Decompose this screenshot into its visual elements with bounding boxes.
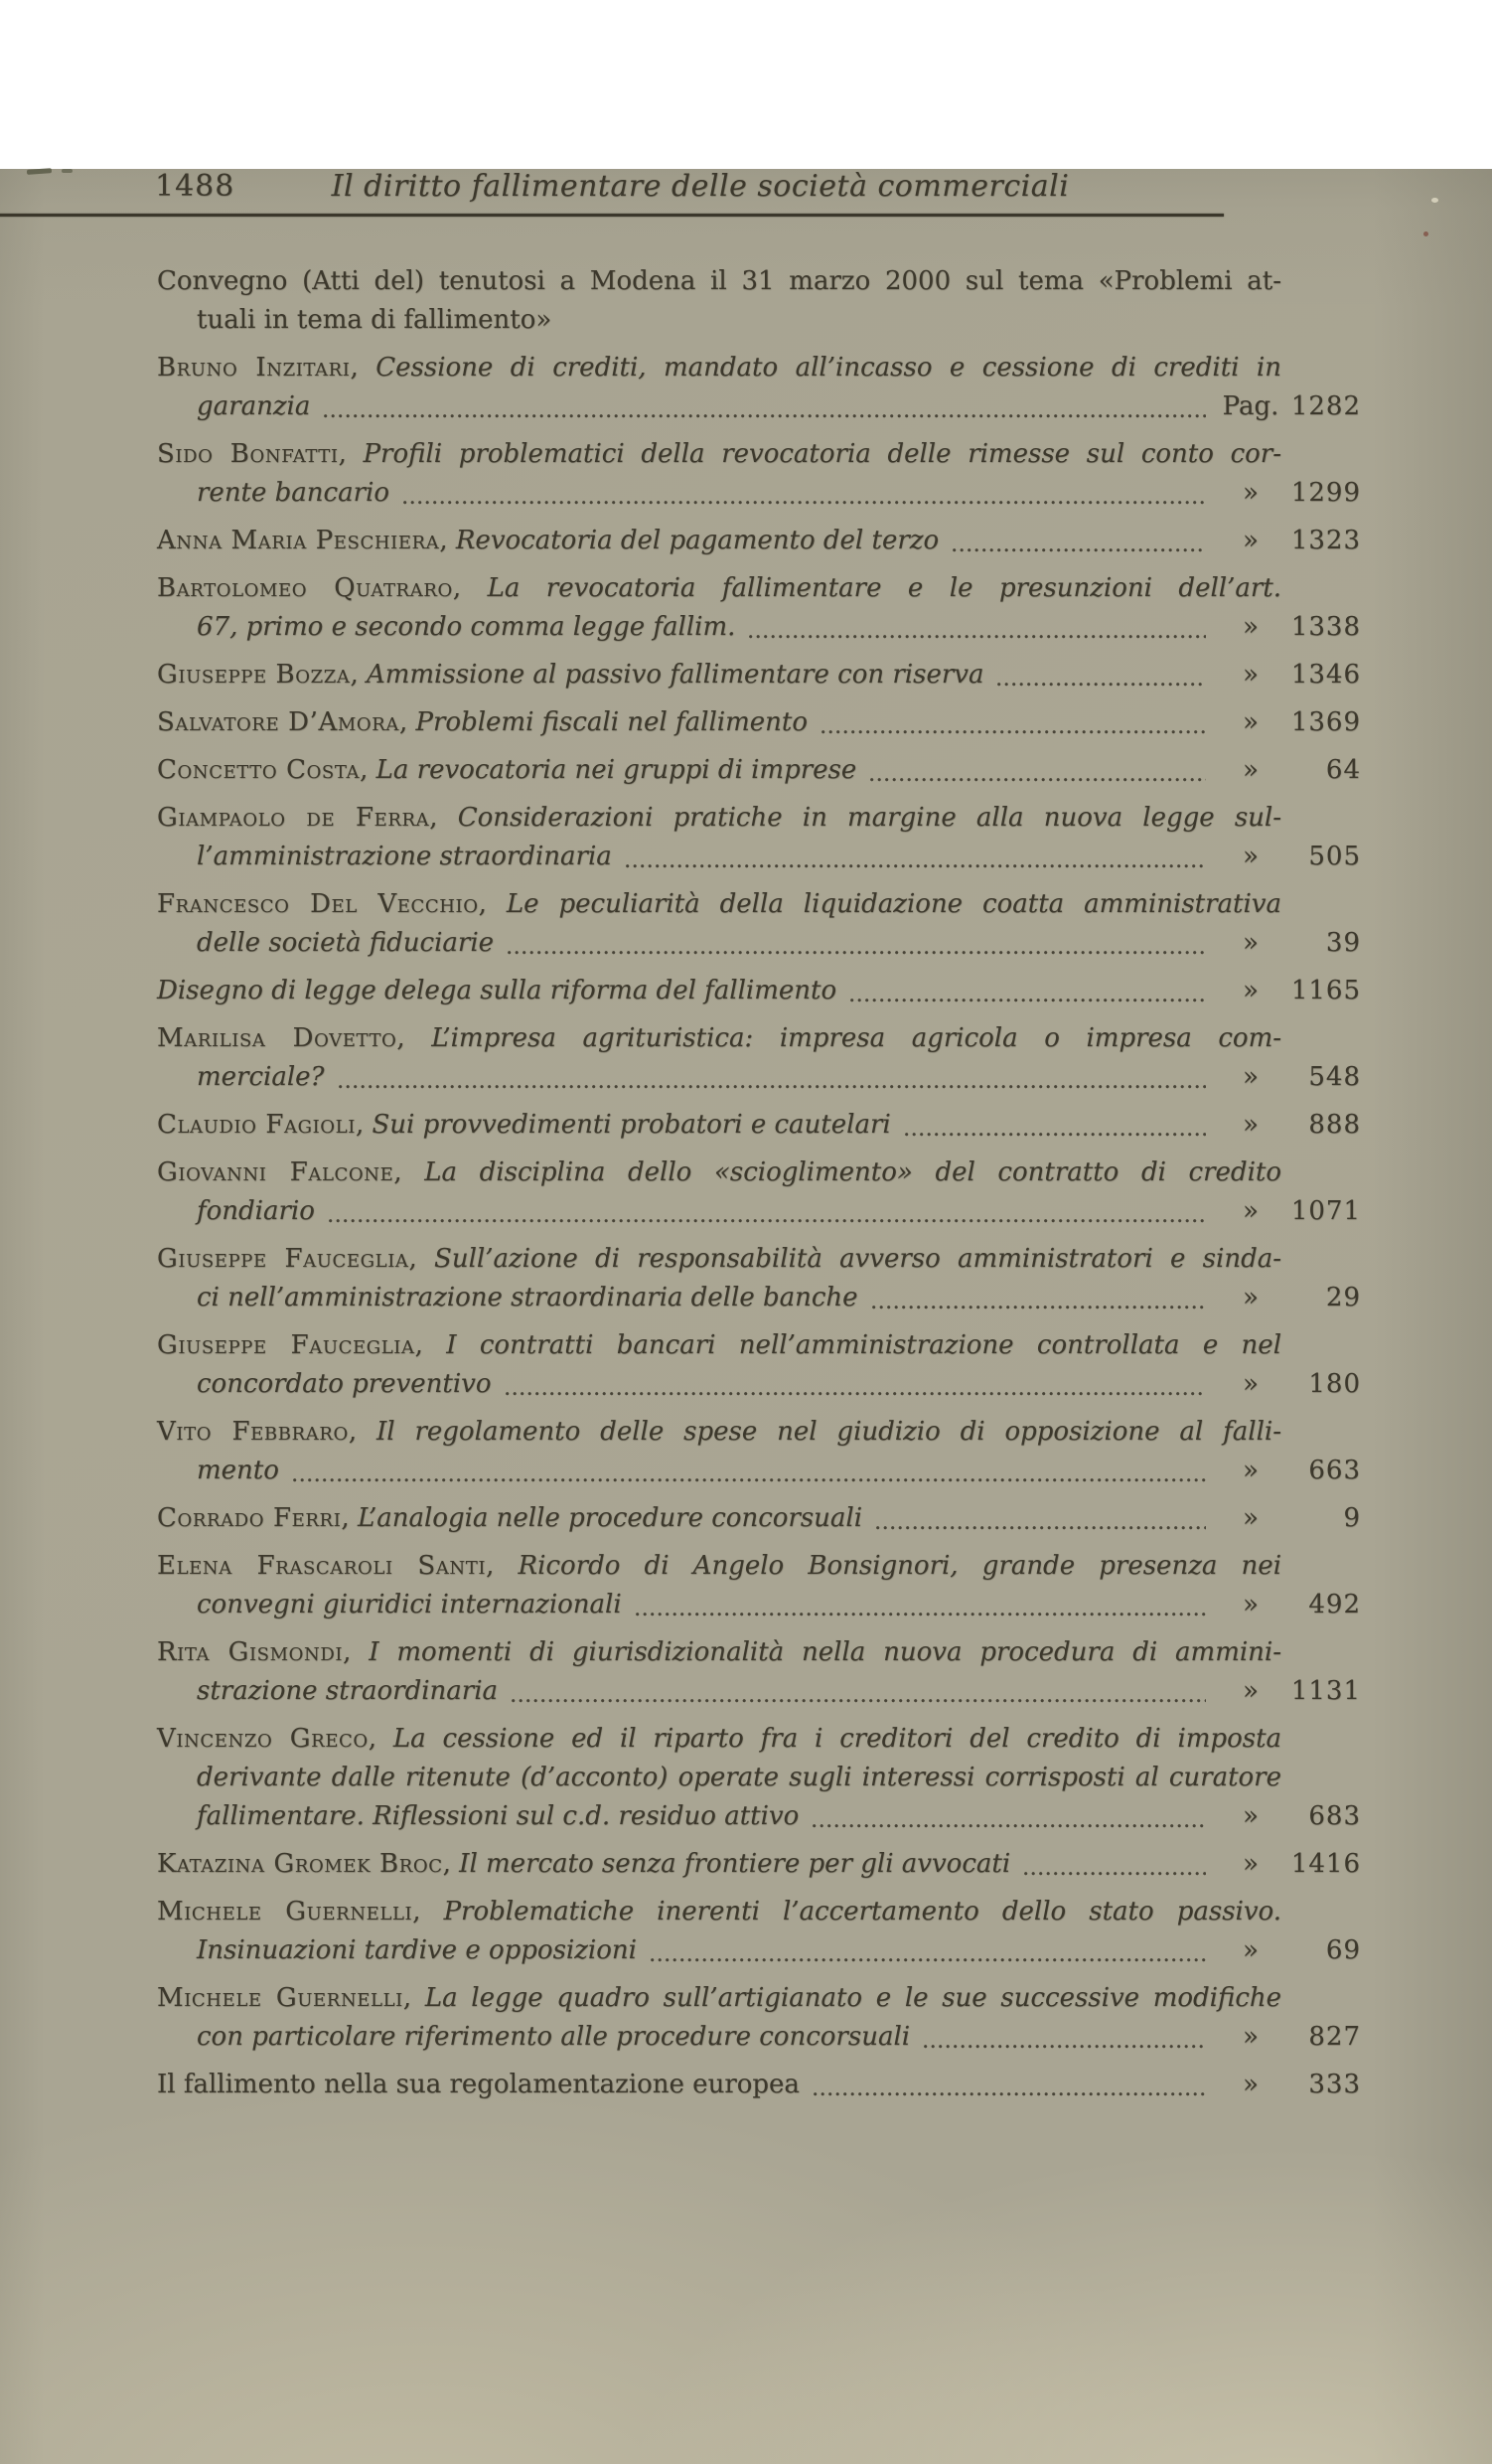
work-title: Disegno di legge delega sulla riforma del fallimento: [157, 976, 837, 1005]
page-ref-number: 548: [1308, 1062, 1361, 1092]
author-name: Francesco Del Vecchio: [157, 889, 479, 919]
entry-cont-line: [157, 387, 1361, 426]
entry-first-line: [157, 349, 1361, 387]
entry-line-text: Concetto Costa, La revocatoria nei gruppi di imprese: [157, 755, 857, 785]
toc-entry: [157, 1979, 1361, 2057]
toc-entry: [157, 569, 1361, 647]
work-title: I momenti di giurisdizionalità nella nuova procedura di ammini-: [369, 1637, 1282, 1667]
entry-first-line: [157, 1019, 1361, 1058]
entry-line-text: Katazina Gromek Broc, Il mercato senza frontiere per gli avvocati: [157, 1849, 1011, 1879]
entry-line-text: [197, 1672, 498, 1711]
entry-line-text: [197, 1365, 492, 1404]
page-ref-mark: »: [1243, 2022, 1259, 2052]
entry-line-text: Michele Guernelli, La legge quadro sull’artigianato e le sue successive modifiche: [157, 1983, 1282, 2013]
work-title: Le peculiarità della liquidazione coatta amministrativa: [506, 889, 1281, 919]
work-title: Cessione di crediti, mandato all’incasso e cessione di crediti in: [375, 353, 1281, 383]
work-title-continued: convegni giuridici internazionali: [197, 1590, 622, 1619]
author-name: Sido Bonfatti: [157, 439, 339, 469]
dot-leader: [327, 1211, 1206, 1225]
entry-line-text: [197, 1763, 1281, 1792]
page-ref-number: 69: [1325, 1935, 1361, 1965]
entry-first-line: [157, 1413, 1361, 1452]
toc-entry: [157, 2066, 1361, 2104]
entry-cont-line: [157, 1365, 1361, 1404]
page-ref-mark: »: [1243, 755, 1259, 785]
work-title: Ammissione al passivo fallimentare con riserva: [366, 660, 984, 690]
entry-line-text: Vincenzo Greco, La cessione ed il riparto fra i creditori del credito di imposta: [157, 1724, 1282, 1754]
dot-leader: [951, 540, 1206, 554]
work-title: La cessione ed il riparto fra i creditori del credito di imposta: [392, 1724, 1282, 1754]
toc-entry: [157, 1499, 1361, 1538]
page-ref-number: 1282: [1290, 391, 1361, 421]
page-ref-number: 1416: [1290, 1849, 1361, 1879]
work-title: Profili problematici della revocatoria delle rimesse sul conto cor-: [363, 439, 1281, 469]
entry-line-text: [157, 266, 1281, 296]
dot-leader: [624, 856, 1206, 870]
running-title: Il diritto fallimentare delle società commerciali: [331, 169, 1070, 204]
entry-first-line: [157, 1154, 1361, 1192]
entry-first-line: [157, 751, 1361, 790]
dot-leader: [634, 1605, 1206, 1618]
entry-line-text: Bartolomeo Quatraro, La revocatoria fallimentare e le presunzioni dell’art.: [157, 573, 1281, 603]
entry-line-text: Giovanni Falcone, La disciplina dello «scioglimento» del contratto di credito: [157, 1157, 1281, 1187]
work-title-continued: rente bancario: [197, 478, 390, 508]
entry-cont-line: [157, 1586, 1361, 1624]
paper-speck: [1431, 198, 1438, 203]
page-ref-mark: »: [1243, 526, 1259, 555]
work-title-continued: Insinuazioni tardive e opposizioni: [197, 1935, 637, 1965]
entry-first-line: [157, 1979, 1361, 2018]
dot-leader: [510, 1691, 1206, 1705]
entry-first-line: [157, 972, 1361, 1010]
page-ref-number: 827: [1308, 2022, 1361, 2052]
dot-leader: [504, 1384, 1207, 1398]
page-ref-mark: »: [1243, 1590, 1259, 1619]
page-ref-number: 1165: [1290, 976, 1361, 1005]
toc-entry: [157, 1106, 1361, 1145]
entry-line-text: [197, 838, 612, 876]
entry-cont-line: [157, 1672, 1361, 1711]
work-title: Convegno (Atti del) tenutosi a Modena il 31 marzo 2000 sul tema «Problemi at-: [157, 266, 1281, 296]
author-name: Michele Guernelli: [157, 1983, 403, 2013]
page-ref-number: 1338: [1290, 612, 1361, 642]
entry-cont-line: [157, 1931, 1361, 1970]
page-ref-number: 1346: [1290, 660, 1361, 690]
entry-line-text: [157, 2066, 800, 2104]
page-ref-mark: »: [1243, 1283, 1259, 1312]
page-ref-number: 39: [1325, 928, 1361, 958]
work-title: Ricordo di Angelo Bonsignori, grande presenza nei: [518, 1551, 1282, 1581]
author-name: Concetto Costa: [157, 755, 361, 785]
author-name: Michele Guernelli: [157, 1897, 413, 1926]
entry-line-text: Bruno Inzitari, Cessione di crediti, mandato all’incasso e cessione di crediti in: [157, 353, 1281, 383]
page-ref-mark: Pag.: [1222, 391, 1279, 421]
page-ref-mark: »: [1243, 1676, 1259, 1706]
toc-entry: [157, 1845, 1361, 1884]
work-title: La revocatoria nei gruppi di imprese: [375, 755, 857, 785]
work-title-continued: fallimentare. Riflessioni sul c.d. residuo attivo: [197, 1801, 800, 1831]
entry-line-text: [197, 1279, 858, 1317]
entry-line-text: [197, 474, 389, 513]
author-name: Rita Gismondi: [157, 1637, 344, 1667]
dot-leader: [903, 1125, 1206, 1139]
page-ref-mark: »: [1243, 1849, 1259, 1879]
page-header: [157, 169, 1361, 205]
work-title-continued: l’amministrazione straordinaria: [197, 842, 612, 871]
entry-line-text: [197, 1931, 637, 1970]
entry-first-line: [157, 799, 1361, 838]
work-title: Sull’azione di responsabilità avverso amministratori e sinda-: [434, 1244, 1282, 1274]
entry-line-text: Giuseppe Bozza, Ammissione al passivo fallimentare con riserva: [157, 660, 984, 690]
toc-entry: [157, 885, 1361, 963]
work-title-continued: delle società fiduciarie: [197, 928, 495, 958]
entry-cont-line: [157, 608, 1361, 647]
entry-cont-line: [157, 1279, 1361, 1317]
entry-line-text: [197, 1452, 279, 1490]
work-title-continued: merciale?: [197, 1062, 325, 1092]
entry-cont-line: [157, 1452, 1361, 1490]
author-name: Giovanni Falcone: [157, 1157, 394, 1187]
dot-leader: [820, 722, 1206, 736]
work-title-continued: fondiario: [197, 1196, 315, 1226]
toc-entry: [157, 1720, 1361, 1836]
author-name: Giuseppe Fauceglia: [157, 1330, 415, 1360]
entry-line-text: Vito Febbraro, Il regolamento delle spese nel giudizio di opposizione al falli-: [157, 1417, 1281, 1447]
page-ref-mark: »: [1243, 1503, 1259, 1533]
book-page-photo: [0, 169, 1492, 2464]
author-name: Bartolomeo Quatraro: [157, 573, 453, 603]
page-ref-mark: »: [1243, 842, 1259, 871]
author-name: Vincenzo Greco: [157, 1724, 369, 1754]
page-ref-mark: »: [1243, 1801, 1259, 1831]
dot-leader: [1022, 1864, 1206, 1878]
work-title: Problemi fiscali nel fallimento: [415, 707, 808, 737]
toc-entry: [157, 522, 1361, 560]
entry-first-line: [157, 1633, 1361, 1672]
dot-leader: [922, 2037, 1206, 2051]
work-title-continued: garanzia: [197, 391, 311, 421]
author-name: Elena Frascaroli Santi: [157, 1551, 487, 1581]
page-ref-mark: »: [1243, 1456, 1259, 1485]
work-title-continued: strazione straordinaria: [197, 1676, 499, 1706]
page-ref-number: 333: [1308, 2070, 1361, 2099]
entry-first-line: [157, 2066, 1361, 2104]
dot-leader: [870, 1298, 1206, 1311]
page-ref-mark: »: [1243, 1196, 1259, 1226]
work-title: Il regolamento delle spese nel giudizio di opposizione al falli-: [376, 1417, 1281, 1447]
entry-first-line: [157, 1106, 1361, 1145]
author-name: Giampaolo de Ferra: [157, 803, 430, 833]
entry-first-line: [157, 569, 1361, 608]
entry-line-text: Salvatore D’Amora, Problemi fiscali nel fallimento: [157, 707, 808, 737]
author-name: Marilisa Dovetto: [157, 1023, 397, 1053]
work-title: I contratti bancari nell’amministrazione controllata e nel: [446, 1330, 1282, 1360]
dot-leader: [747, 627, 1206, 641]
entry-line-text: Francesco Del Vecchio, Le peculiarità della liquidazione coatta amministrativa: [157, 889, 1281, 919]
work-title: Il fallimento nella sua regolamentazione europea: [157, 2070, 800, 2099]
dot-leader: [322, 406, 1206, 420]
page-ref-number: 1323: [1290, 526, 1361, 555]
dot-leader: [337, 1077, 1207, 1091]
page-ref-mark: »: [1243, 612, 1259, 642]
entry-first-line: [157, 1547, 1361, 1586]
dot-leader: [874, 1518, 1206, 1532]
page-ref-mark: »: [1243, 1110, 1259, 1140]
entry-first-line: [157, 1326, 1361, 1365]
entry-cont-line: [157, 2018, 1361, 2057]
entry-line-text: Corrado Ferri, L’analogia nelle procedure concorsuali: [157, 1503, 863, 1533]
toc-entry: [157, 262, 1361, 340]
page-ref-number: 1299: [1290, 478, 1361, 508]
entry-first-line: [157, 1845, 1361, 1884]
work-title: Il mercato senza frontiere per gli avvocati: [459, 1849, 1011, 1879]
entry-cont-line: [157, 924, 1361, 963]
page-ref-number: 1071: [1290, 1196, 1361, 1226]
dot-leader: [506, 943, 1206, 957]
work-title: L’impresa agrituristica: impresa agricola o impresa com-: [431, 1023, 1282, 1053]
work-title-continued: concordato preventivo: [197, 1369, 492, 1399]
entry-line-text: [197, 1192, 315, 1231]
entry-first-line: [157, 703, 1361, 742]
page-ref-number: 663: [1308, 1456, 1361, 1485]
entry-line-text: [197, 1797, 799, 1836]
entry-line-text: [197, 1058, 325, 1097]
page-ref-number: 505: [1308, 842, 1361, 871]
page-ref-mark: »: [1243, 660, 1259, 690]
page-ref-mark: »: [1243, 928, 1259, 958]
dot-leader: [812, 2084, 1206, 2098]
page-ref-number: 1369: [1290, 707, 1361, 737]
page-ref-number: 1131: [1290, 1676, 1361, 1706]
toc-entry: [157, 1240, 1361, 1317]
work-title: Revocatoria del pagamento del terzo: [455, 526, 940, 555]
author-name: Claudio Fagioli: [157, 1110, 356, 1140]
dot-leader: [848, 991, 1206, 1004]
entry-line-text: [197, 2018, 910, 2057]
author-name: Anna Maria Peschiera: [157, 526, 440, 555]
entry-cont-line: [157, 301, 1361, 340]
dot-leader: [811, 1816, 1206, 1830]
page-ref-mark: »: [1243, 2070, 1259, 2099]
page-ref-number: 683: [1308, 1801, 1361, 1831]
work-title-continued: derivante dalle ritenute (d’acconto) operate sugli interessi corrisposti al curatore: [197, 1763, 1281, 1792]
entry-first-line: [157, 1499, 1361, 1538]
entry-line-text: Sido Bonfatti, Profili problematici della revocatoria delle rimesse sul conto cor-: [157, 439, 1281, 469]
toc-entry: [157, 703, 1361, 742]
toc-entry: [157, 656, 1361, 694]
entry-first-line: [157, 1720, 1361, 1759]
entry-line-text: Rita Gismondi, I momenti di giurisdizionalità nella nuova procedura di ammini-: [157, 1637, 1282, 1667]
author-name: Salvatore D’Amora: [157, 707, 399, 737]
work-title-continued: ci nell’amministrazione straordinaria delle banche: [197, 1283, 858, 1312]
folio-number: 1488: [155, 169, 235, 204]
page-ref-number: 888: [1308, 1110, 1361, 1140]
toc-entry: [157, 1547, 1361, 1624]
page-ref-mark: »: [1243, 1062, 1259, 1092]
dot-leader: [868, 770, 1206, 784]
author-name: Vito Febbraro: [157, 1417, 349, 1447]
page-edge-mark: [62, 169, 73, 173]
toc-entry: [157, 799, 1361, 876]
paper-speck: [1423, 231, 1428, 236]
entry-cont-line: [157, 1192, 1361, 1231]
entry-line-text: [197, 608, 735, 647]
toc-entry: [157, 1413, 1361, 1490]
toc-entry: [157, 1019, 1361, 1097]
toc-entry: [157, 1326, 1361, 1404]
toc-list: [157, 262, 1361, 2104]
work-title: L’analogia nelle procedure concorsuali: [357, 1503, 863, 1533]
work-title: Sui provvedimenti probatori e cautelari: [372, 1110, 891, 1140]
author-name: Giuseppe Fauceglia: [157, 1244, 409, 1274]
work-title-continued: mento: [197, 1456, 279, 1485]
entry-first-line: [157, 435, 1361, 474]
page-ref-mark: »: [1243, 478, 1259, 508]
entry-line-text: Elena Frascaroli Santi, Ricordo di Angelo Bonsignori, grande presenza nei: [157, 1551, 1282, 1581]
entry-line-text: Michele Guernelli, Problematiche inerenti l’accertamento dello stato passivo.: [157, 1897, 1282, 1926]
page-ref-number: 180: [1308, 1369, 1361, 1399]
entry-line-text: Giuseppe Fauceglia, I contratti bancari nell’amministrazione controllata e nel: [157, 1330, 1282, 1360]
entry-line-text: [197, 924, 494, 963]
toc-entry: [157, 1893, 1361, 1970]
entry-cont-line: [157, 838, 1361, 876]
work-title-continued: con particolare riferimento alle procedure concorsuali: [197, 2022, 911, 2052]
page-ref-number: 29: [1325, 1283, 1361, 1312]
toc-entry: [157, 751, 1361, 790]
entry-line-text: Claudio Fagioli, Sui provvedimenti probatori e cautelari: [157, 1110, 891, 1140]
entry-first-line: [157, 885, 1361, 924]
entry-line-text: Giampaolo de Ferra, Considerazioni pratiche in margine alla nuova legge sul-: [157, 803, 1282, 833]
author-name: Bruno Inzitari: [157, 353, 351, 383]
page-ref-number: 64: [1325, 755, 1361, 785]
page-ref-mark: »: [1243, 707, 1259, 737]
page-ref-mark: »: [1243, 976, 1259, 1005]
page-ref-mark: »: [1243, 1935, 1259, 1965]
entry-line-text: Anna Maria Peschiera, Revocatoria del pagamento del terzo: [157, 526, 940, 555]
entry-line-text: Marilisa Dovetto, L’impresa agrituristica: impresa agricola o impresa com-: [157, 1023, 1282, 1053]
work-title-continued: tuali in tema di fallimento»: [197, 305, 552, 335]
entry-first-line: [157, 656, 1361, 694]
work-title: La revocatoria fallimentare e le presunzioni dell’art.: [487, 573, 1281, 603]
page-edge-mark: [27, 168, 52, 175]
entry-cont-line: [157, 1797, 1361, 1836]
dot-leader: [401, 493, 1206, 507]
work-title: Considerazioni pratiche in margine alla nuova legge sul-: [457, 803, 1282, 833]
work-title-continued: 67, primo e secondo comma legge fallim.: [197, 612, 736, 642]
work-title: La disciplina dello «scioglimento» del contratto di credito: [424, 1157, 1281, 1187]
entry-line-text: Giuseppe Fauceglia, Sull’azione di responsabilità avverso amministratori e sinda-: [157, 1244, 1282, 1274]
dot-leader: [649, 1950, 1206, 1964]
entry-first-line: [157, 262, 1361, 301]
header-rule: [0, 214, 1224, 217]
entry-line-text: [157, 972, 836, 1010]
author-name: Katazina Gromek Broc: [157, 1849, 443, 1879]
entry-first-line: [157, 1240, 1361, 1279]
toc-entry: [157, 1154, 1361, 1231]
author-name: Giuseppe Bozza: [157, 660, 351, 690]
work-title: Problematiche inerenti l’accertamento dello stato passivo.: [443, 1897, 1282, 1926]
entry-line-text: [197, 305, 551, 335]
work-title: La legge quadro sull’artigianato e le sue successive modifiche: [424, 1983, 1282, 2013]
entry-first-line: [157, 1893, 1361, 1931]
toc-entry: [157, 349, 1361, 426]
page-ref-number: 9: [1343, 1503, 1361, 1533]
dot-leader: [995, 675, 1206, 689]
entry-line-text: [197, 387, 310, 426]
entry-line-text: [197, 1586, 622, 1624]
entry-cont-line: [157, 1759, 1361, 1797]
entry-cont-line: [157, 474, 1361, 513]
toc-entry: [157, 972, 1361, 1010]
page-ref-mark: »: [1243, 1369, 1259, 1399]
toc-entry: [157, 1633, 1361, 1711]
entry-first-line: [157, 522, 1361, 560]
author-name: Corrado Ferri: [157, 1503, 342, 1533]
entry-cont-line: [157, 1058, 1361, 1097]
page-ref-number: 492: [1308, 1590, 1361, 1619]
toc-entry: [157, 435, 1361, 513]
dot-leader: [291, 1470, 1206, 1484]
